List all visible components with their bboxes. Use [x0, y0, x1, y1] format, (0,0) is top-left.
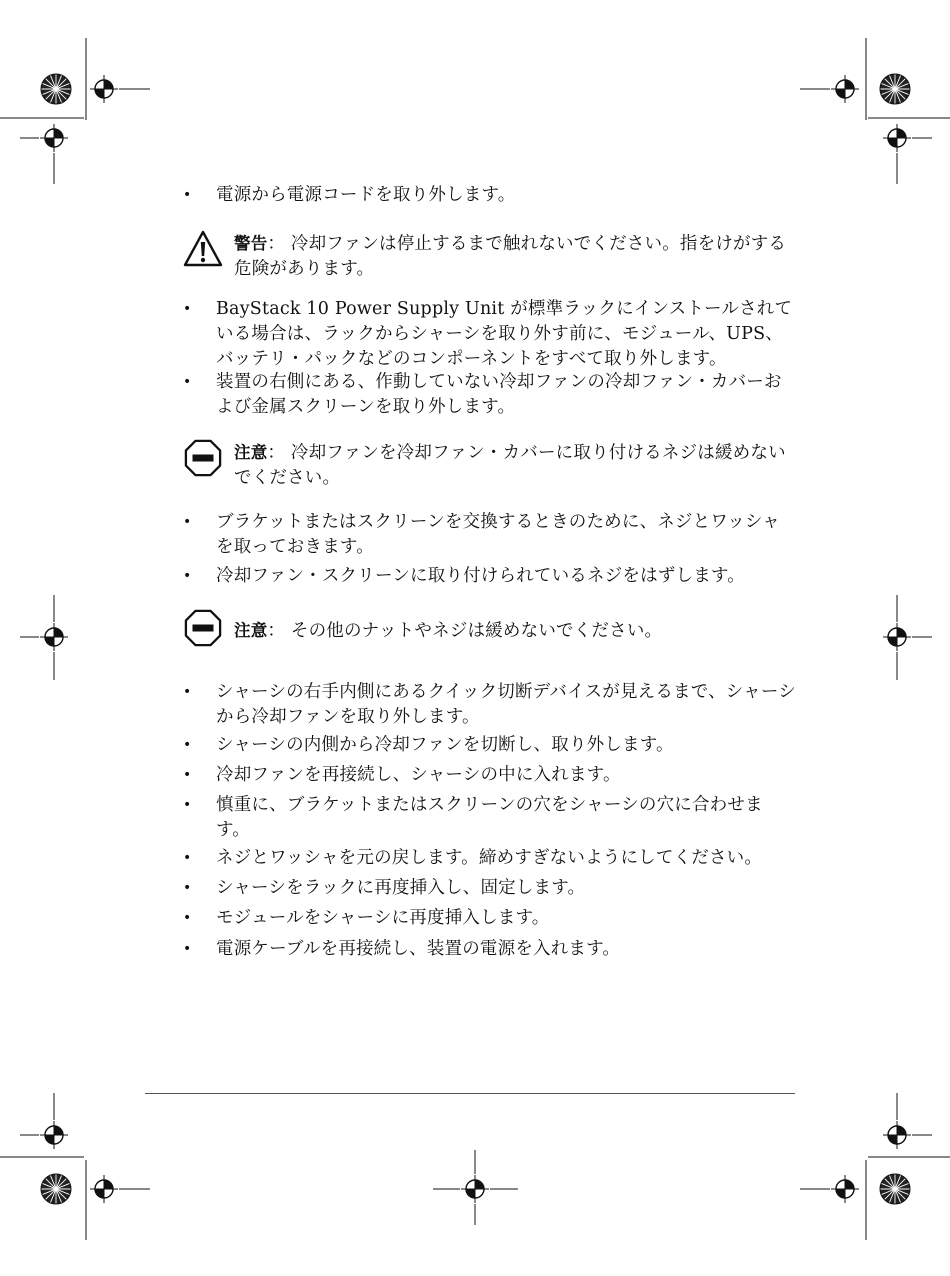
- bullet-glyph: •: [183, 880, 192, 896]
- registration-star-icon: [880, 74, 910, 104]
- list-item-text: 冷却ファン・スクリーンに取り付けられているネジをはずします。: [216, 566, 745, 586]
- list-item-text: 冷却ファンを再接続し、シャーシの中に入れます。: [216, 765, 621, 785]
- list-item-text: シャーシの右手内側にあるクイック切断デバイスが見えるまで、シャーシから冷却ファンを取り外します。: [216, 682, 796, 727]
- bullet-glyph: •: [183, 737, 192, 753]
- caution-text: その他のナットやネジは緩めないでください。: [290, 621, 663, 641]
- caution-text: 冷却ファンを冷却ファン・カバーに取り付けるネジは緩めないでください。: [234, 443, 786, 488]
- warning-text: 冷却ファンは停止するまで触れないでください。指をけがする危険があります。: [234, 234, 787, 279]
- list-item-text: モジュールをシャーシに再度挿入します。: [216, 908, 550, 928]
- list-item-text: 慎重に、ブラケットまたはスクリーンの穴をシャーシの穴に合わせます。: [216, 795, 763, 840]
- warning-icon: [183, 229, 223, 269]
- bullet-glyph: •: [183, 514, 192, 530]
- registration-target-icon: [831, 75, 859, 103]
- bullet-glyph: •: [183, 187, 192, 203]
- crop-mark-bottom-right: [866, 1157, 950, 1240]
- registration-target-icon: [40, 1121, 68, 1149]
- registration-target-icon: [90, 75, 118, 103]
- warning-label: 警告: [234, 234, 268, 253]
- bullet-glyph: •: [183, 684, 192, 700]
- bullet-glyph: •: [183, 797, 192, 813]
- registration-target-icon: [883, 124, 911, 152]
- crop-mark-bottom-left: [0, 1157, 86, 1240]
- crop-mark-top-right: [866, 38, 950, 120]
- label-separator: ：: [267, 234, 286, 254]
- bullet-glyph: •: [183, 850, 192, 866]
- bullet-glyph: •: [183, 910, 192, 926]
- registration-target-icon: [883, 623, 911, 651]
- registration-star-icon: [41, 74, 71, 104]
- crop-mark-top-left: [0, 38, 86, 120]
- registration-target-icon: [40, 623, 68, 651]
- list-item-text: BayStack 10 Power Supply Unit が標準ラックにインストールされている場合は、ラックからシャーシを取り外す前に、モジュール、UPS、バッテリ・パックなどのコンポーネントをすべて取り外します。: [216, 299, 793, 369]
- caution-icon: [183, 608, 223, 648]
- bullet-glyph: •: [183, 767, 192, 783]
- list-item-text: シャーシの内側から冷却ファンを切断し、取り外します。: [216, 735, 674, 755]
- caution-label: 注意: [234, 621, 268, 640]
- registration-target-icon: [883, 1121, 911, 1149]
- label-separator: ：: [267, 443, 286, 463]
- label-separator: ：: [267, 621, 286, 641]
- list-item-text: 電源から電源コードを取り外します。: [216, 185, 516, 205]
- bullet-glyph: •: [183, 941, 192, 957]
- list-item-text: シャーシをラックに再度挿入し、固定します。: [216, 878, 586, 898]
- list-item-text: ブラケットまたはスクリーンを交換するときのために、ネジとワッシャを取っておきます。: [216, 512, 780, 557]
- registration-target-icon: [461, 1175, 489, 1203]
- registration-target-icon: [831, 1175, 859, 1203]
- registration-star-icon: [880, 1174, 910, 1204]
- bullet-glyph: •: [183, 301, 192, 317]
- bullet-glyph: •: [183, 374, 192, 390]
- footer-rule: [145, 1093, 795, 1094]
- bullet-glyph: •: [183, 568, 192, 584]
- registration-target-icon: [40, 124, 68, 152]
- list-item-text: ネジとワッシャを元の戻します。締めすぎないようにしてください。: [216, 848, 763, 868]
- caution-label: 注意: [234, 443, 268, 462]
- list-item-text: 電源ケーブルを再接続し、装置の電源を入れます。: [216, 939, 621, 959]
- registration-target-icon: [90, 1175, 118, 1203]
- registration-star-icon: [41, 1174, 71, 1204]
- list-item-text: 装置の右側にある、作動していない冷却ファンの冷却ファン・カバーおよび金属スクリーンを取り外します。: [216, 372, 782, 417]
- caution-icon: [183, 438, 223, 478]
